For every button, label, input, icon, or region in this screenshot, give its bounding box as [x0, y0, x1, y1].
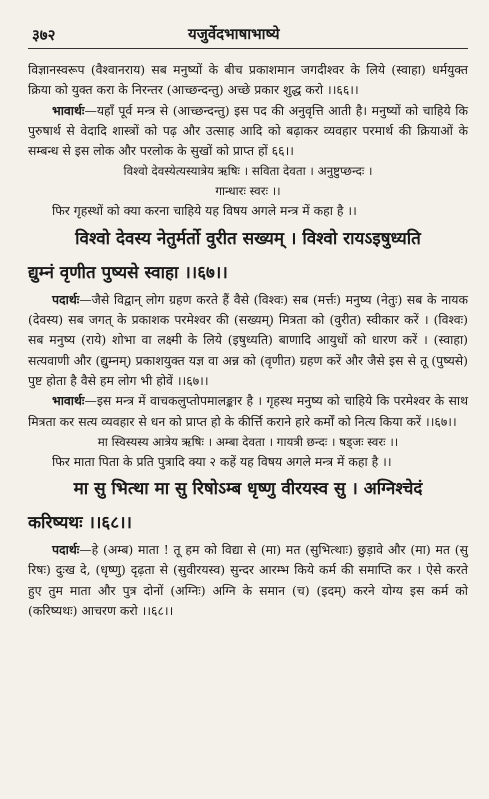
bhavarth-text: —यहाँ पूर्व मन्त्र से (आच्छन्दन्तु) इस पद की अनुवृत्ति आती है। मनुष्यों को चाहिये कि पुरुषार्थ से वेदादि शास्त्रों को पढ़ और उत्साह आदि को बढ़ाकर व्यवहार परमार्थ की क्रियाओं के सम्बन्ध से इस लोक और परलोक के सुखों को प्राप्त हों ६६।। [28, 102, 468, 159]
padarth-paragraph [28, 540, 468, 621]
bhavarth-paragraph [28, 391, 468, 432]
padarth-text: —जैसे विद्वान् लोग ग्रहण करते हैं वैसे (विश्वः) सब (मर्त्तः) मनुष्य (नेतुः) सब के नायक (देवस्य) सब जगत् के प्रकाशक परमेश्वर की (सख्यम्) मित्रता को (वुरीत) स्वीकार करें । (विश्वः) सब मनुष्य (राये) शोभा वा लक्ष्मी के लिये (इषुध्यति) बाणादि आयुधों को धारण करें । (स्वाहा) सत्यवाणी और (द्युम्नम्) प्रकाशयुक्त यज्ञ वा अन्न को (वृणीत) ग्रहण करें और जैसे इस से तू (पुष्यसे) पुष्ट होता है वैसे हम लोग भी होवें ।।६७।। [28, 291, 468, 388]
paragraph-continued: विज्ञानस्वरूप (वैश्वानराय) सब मनुष्यों के बीच प्रकाशमान जगदीश्वर के लिये (स्वाहा) धर्मयुक्त क्रिया को युक्त करा के निरन्तर (आच्छन्दन्तु) अच्छे प्रकार शुद्ध करो ।।६६।। [28, 62, 468, 98]
bhavarth-paragraph [28, 101, 468, 162]
mantra-metadata: विश्वो देवस्येत्यस्यात्रेय ऋषिः । सविता देवता । अनुष्टुप्छन्दः । [123, 164, 373, 179]
mantra-line: द्युम्नं वृणीत पुष्यसे स्वाहा ।।६७।। [28, 262, 228, 283]
padarth-text: —हे (अम्ब) माता ! तू हम को विद्या से (मा) मत (सुभित्थाः) छुड़ावे और (मा) मत (सु रिषः) दुःख दे, (धृष्णु) दृढ़ता से (सुवीरयस्व) सुन्दर आरम्भ किये कर्म की समाप्ति कर । ऐसे करते हुए तुम माता और पुत्र दोनों (अग्निः) अग्नि के समान (च) (इदम्) करने योग्य इस कर्म को (करिष्यथः) आचरण करो ।।६८।। [28, 542, 468, 619]
padarth-label: पदार्थः [52, 542, 80, 558]
padarth-label: पदार्थः [52, 291, 80, 307]
bhavarth-text: —इस मन्त्र में वाचकलुप्तोपमालङ्कार है । गृहस्थ मनुष्य को चाहिये कि परमेश्वर के साथ मित्रता कर सत्य व्यवहार से धन को प्राप्त हो के कीर्त्ति कराने हारे कर्मों को नित्य किया करें ।।६७।। [28, 393, 468, 429]
mantra-line: विश्वो देवस्य नेतुर्मर्तो वुरीत सख्यम् । विश्वो रायऽइषुध्यति [75, 228, 421, 249]
page-number: ३७२ [32, 26, 56, 44]
mantra-intro: फिर माता पिता के प्रति पुत्रादि क्या २ कहें यह विषय अगले मन्त्र में कहा है ।। [52, 453, 392, 469]
bhavarth-label: भावार्थः [52, 393, 85, 409]
bhavarth-label: भावार्थः [52, 102, 85, 118]
padarth-paragraph [28, 290, 468, 391]
mantra-line: मा सु भित्था मा सु रिषोऽम्ब धृष्णु वीरयस्व सु । अग्निश्चेदं [73, 479, 423, 500]
mantra-line: करिष्यथः ।।६८।। [28, 513, 132, 534]
mantra-svara: गान्धारः स्वरः ।। [215, 184, 281, 199]
page-header [28, 22, 468, 49]
mantra-metadata: मा स्विस्यस्य आत्रेय ऋषिः । अम्बा देवता । गायत्री छन्दः । षड्जः स्वरः ।। [97, 434, 399, 449]
running-title: यजुर्वेदभाषाभाष्ये [188, 25, 280, 43]
page-body [28, 60, 468, 621]
mantra-intro: फिर गृहस्थों को क्या करना चाहिये यह विषय अगले मन्त्र में कहा है ।। [52, 203, 357, 219]
